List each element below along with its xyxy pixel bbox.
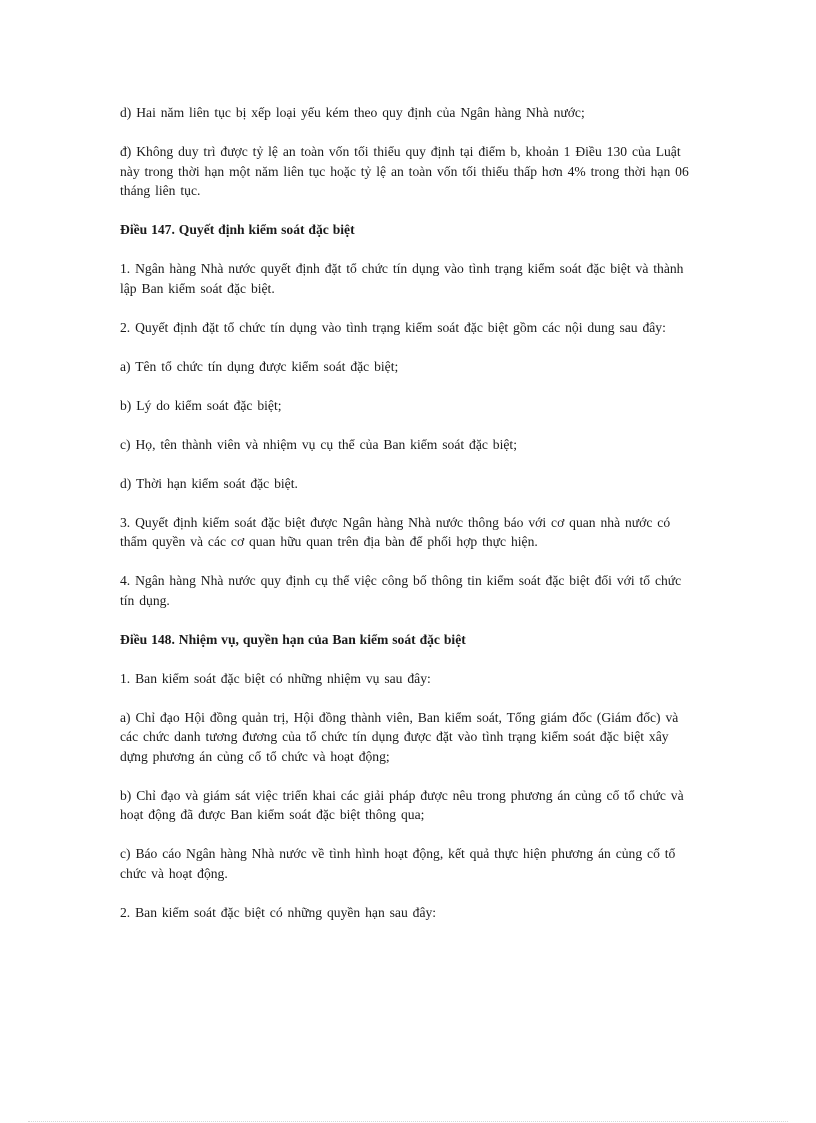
paragraph-clause-d-weak-rating: d) Hai năm liên tục bị xếp loại yếu kém theo quy định của Ngân hàng Nhà nước; bbox=[120, 105, 585, 120]
article-147-heading: Điều 147. Quyết định kiểm soát đặc biệt bbox=[120, 222, 355, 237]
paragraph-147-2-d: d) Thời hạn kiểm soát đặc biệt. bbox=[120, 475, 298, 491]
paragraph-148-1-c: c) Báo cáo Ngân hàng Nhà nước về tình hình hoạt động, kết quả thực hiện phương án củng cố tổ chức và hoạt động. bbox=[120, 846, 676, 881]
paragraph-147-1: 1. Ngân hàng Nhà nước quyết định đặt tổ chức tín dụng vào tình trạng kiểm soát đặc biệt và thành lập Ban kiểm soát đặc biệt. bbox=[120, 261, 684, 296]
paragraph-147-2-c: c) Họ, tên thành viên và nhiệm vụ cụ thể của Ban kiểm soát đặc biệt; bbox=[120, 436, 517, 452]
paragraph-clause-dd-capital-ratio: đ) Không duy trì được tỷ lệ an toàn vốn tối thiểu quy định tại điểm b, khoản 1 Điều 130 của Luật này trong thời hạn một năm liên tục hoặc tỷ lệ an toàn vốn tối thiểu thấp hơn 4% trong thời hạn 06 tháng liên tục. bbox=[120, 144, 689, 198]
article-148-heading: Điều 148. Nhiệm vụ, quyền hạn của Ban kiểm soát đặc biệt bbox=[120, 631, 466, 647]
paragraph-147-2-a: a) Tên tổ chức tín dụng được kiểm soát đặc biệt; bbox=[120, 358, 399, 374]
paragraph-148-2: 2. Ban kiểm soát đặc biệt có những quyền hạn sau đây: bbox=[120, 904, 437, 920]
paragraph-148-1: 1. Ban kiểm soát đặc biệt có những nhiệm vụ sau đây: bbox=[120, 670, 431, 686]
document-body bbox=[120, 103, 698, 942]
paragraph-147-4: 4. Ngân hàng Nhà nước quy định cụ thể việc công bố thông tin kiểm soát đặc biệt đối với tổ chức tín dụng. bbox=[120, 573, 682, 608]
paragraph-147-2: 2. Quyết định đặt tổ chức tín dụng vào tình trạng kiểm soát đặc biệt gồm các nội dung sau đây: bbox=[120, 319, 666, 335]
paragraph-147-2-b: b) Lý do kiểm soát đặc biệt; bbox=[120, 397, 282, 413]
paragraph-147-3: 3. Quyết định kiểm soát đặc biệt được Ngân hàng Nhà nước thông báo với cơ quan nhà nước có thẩm quyền và các cơ quan hữu quan trên địa bàn để phối hợp thực hiện. bbox=[120, 514, 671, 549]
page-bottom-divider bbox=[28, 1121, 788, 1122]
paragraph-148-1-b: b) Chỉ đạo và giám sát việc triển khai các giải pháp được nêu trong phương án củng cố tổ chức và hoạt động đã được Ban kiểm soát đặc biệt thông qua; bbox=[120, 787, 684, 822]
paragraph-148-1-a: a) Chỉ đạo Hội đồng quản trị, Hội đồng thành viên, Ban kiểm soát, Tổng giám đốc (Giám đốc) và các chức danh tương đương của tổ chức tín dụng được đặt vào tình trạng kiểm soát đặc biệt xây dựng phương án củng cố tổ chức và hoạt động; bbox=[120, 709, 679, 764]
